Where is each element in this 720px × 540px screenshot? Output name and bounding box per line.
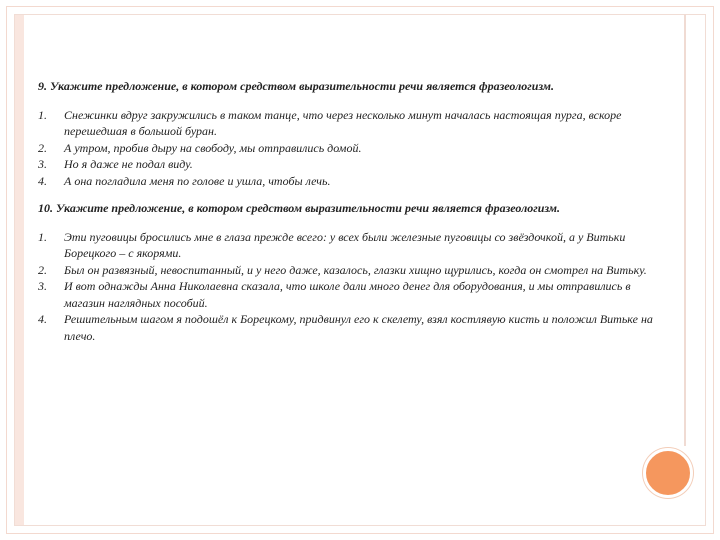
option-number: 3. — [38, 279, 47, 293]
slide-content — [38, 78, 668, 355]
option-text: Решительным шагом я подошёл к Борецкому, придвинул его к скелету, взял костлявую кисть и положил Витьке на плечо. — [64, 312, 653, 343]
option-text: А утром, пробив дыру на свободу, мы отправились домой. — [64, 140, 362, 155]
question-10-option-2 — [38, 262, 668, 279]
question-10-option-3 — [38, 278, 668, 311]
option-text: И вот однажды Анна Николаевна сказала, что школе дали много денег для оборудования, и мы отправились в магазин наглядных пособий. — [64, 279, 631, 310]
question-9-options — [38, 107, 668, 190]
option-number: 1. — [38, 229, 47, 244]
question-10-options — [38, 229, 668, 345]
question-10-option-1 — [38, 229, 668, 262]
option-text: Снежинки вдруг закружились в таком танце, что через несколько минут началась настоящая пурга, вскоре перешедшая в большой буран. — [64, 107, 622, 138]
question-9-option-2 — [38, 140, 668, 157]
question-10-option-4 — [38, 311, 668, 344]
question-9-title: 9. Укажите предложение, в котором средством выразительности речи является фразеологизм. — [38, 79, 554, 93]
option-number: 4. — [38, 173, 47, 188]
option-number: 2. — [38, 140, 47, 155]
question-9-option-4 — [38, 173, 668, 190]
option-number: 2. — [38, 262, 47, 277]
option-number: 1. — [38, 107, 47, 122]
decorative-orange-circle — [643, 448, 693, 498]
option-text: Был он развязный, невоспитанный, и у него даже, казалось, глазки хищно щурились, когда он смотрел на Витьку. — [64, 262, 647, 277]
slide-right-rule — [684, 14, 686, 446]
option-text: А она погладила меня по голове и ушла, чтобы лечь. — [64, 173, 331, 188]
option-number: 3. — [38, 157, 47, 171]
option-number: 4. — [38, 312, 47, 326]
question-10-title: 10. Укажите предложение, в котором средством выразительности речи является фразеологизм. — [38, 201, 560, 215]
option-text: Но я даже не подал виду. — [64, 157, 193, 171]
question-9-option-3 — [38, 156, 668, 173]
option-text: Эти пуговицы бросились мне в глаза прежде всего: у всех были железные пуговицы со звёздочкой, а у Витьки Борецкого – с якорями. — [64, 229, 626, 260]
question-9-option-1 — [38, 107, 668, 140]
